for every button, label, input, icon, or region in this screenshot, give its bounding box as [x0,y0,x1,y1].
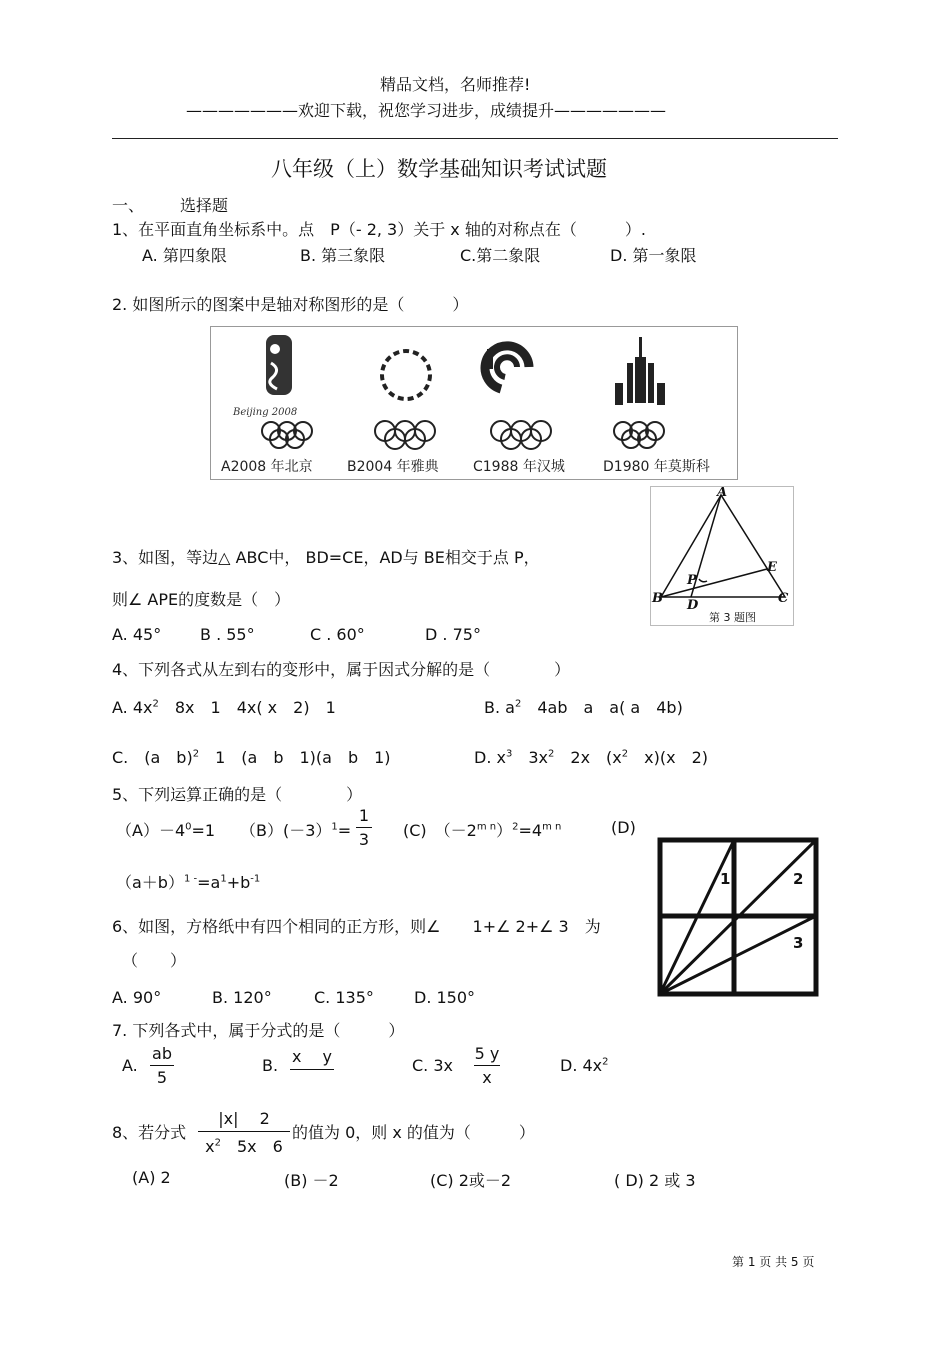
q3-stem-line2: 则∠ APE的度数是（ ） [112,590,291,609]
caption-c: C1988 年汉城 [473,459,565,475]
q6-option-a: A. 90° [112,988,162,1007]
olympic-rings [262,421,664,449]
q8-option-b: (B) －2 [284,1171,339,1190]
section-label: 选择题 [180,196,229,215]
q2-olympic-logos-image [210,326,738,480]
q7-stem: 7. 下列各式中，属于分式的是（ ） [112,1021,405,1040]
page-title: 八年级（上）数学基础知识考试试题 [271,157,607,181]
q6-option-b: B. 120° [212,988,272,1007]
q4-option-b: B. $a^2$ 4ab a a( a 4b) [484,698,683,717]
q1-option-b: B. 第三象限 [300,246,386,265]
header-line-2: ———————欢迎下载，祝您学习进步，成绩提升——————— [186,101,667,120]
q3-option-c: C . 60° [310,625,365,644]
q5-option-d-expression: $(a+b)^{1 -}=a^1+b^{-1}$ [116,873,261,892]
section-number: 一、 [112,196,145,215]
q8-option-c: (C) 2或－2 [430,1171,512,1190]
q8-option-a: (A) 2 [132,1168,171,1187]
q7-option-d: D. $4x^2$ [560,1056,609,1075]
olympic-logos-figure [211,327,737,479]
beijing-logo-text: Beijing 2008 [233,407,298,418]
q5-option-a: $(A)-4^0=1$ [116,821,216,840]
label-c: C [778,591,789,606]
q3-option-a: A. 45° [112,625,162,644]
q8-numerator: |x| 2 [218,1109,270,1128]
q8-prefix: 8、若分式 [112,1123,187,1142]
q6-stem-line2: （ ） [122,951,187,970]
moscow-1980-logo [615,337,665,405]
q6-option-d: D. 150° [414,988,476,1007]
q3-option-b: B . 55° [200,625,255,644]
q8-option-d: ( D) 2 或 3 [614,1171,696,1190]
seoul-1988-logo [485,346,529,389]
q8-suffix: 的值为 0，则 x 的值为（ ） [292,1123,535,1142]
caption-b: B2004 年雅典 [347,459,439,475]
q4-option-a: A. $4x^2$ 8x 1 4x( x 2) 1 [112,698,336,717]
angle-mark [699,579,707,582]
q7-option-a-label: A. [122,1056,138,1075]
q5-option-b: （B）(－3）$^1$= [240,821,352,840]
q3-stem-line1: 3、如图，等边△ ABC中， BD=CE，AD与 BE相交于点 P， [112,548,540,567]
beijing-2008-logo [232,335,297,418]
q4-option-d: D. $x^3$ $3x^2$ 2x ($x^2$ x)(x 2) [474,748,709,767]
angle-label-1: 1 [720,870,731,888]
ray-3 [660,916,816,994]
q6-option-c: C. 135° [314,988,374,1007]
q5-option-c: (C) $(-2^{m n})^2=4^{m n}$ [403,821,562,840]
segment-be [661,569,767,597]
q6-stem-line1: 6、如图，方格纸中有四个相同的正方形，则∠ 1+∠ 2+∠ 3 为 [112,917,601,936]
q2-stem: 2. 如图所示的图案中是轴对称图形的是（ ） [112,295,469,314]
q5-option-d-label: (D) [611,818,636,837]
q3-option-d: D . 75° [425,625,481,644]
q1-option-a: A. 第四象限 [142,246,227,265]
q3-triangle-figure [650,486,794,626]
q7-option-b-label: B. [262,1056,279,1075]
q4-option-c: C. (a b)$^2$ 1 (a b 1)(a b 1) [112,748,391,767]
q1-option-c: C.第二象限 [460,246,541,265]
triangle-abc [661,495,785,597]
q5-stem: 5、下列运算正确的是（ ） [112,785,363,804]
q7-option-c-label: C. 3x [412,1056,453,1075]
label-b: B [652,591,663,606]
q1-stem: 1、在平面直角坐标系中。点 P（- 2, 3）关于 x 轴的对称点在（ ）. [112,220,646,239]
angle-label-3: 3 [793,934,804,952]
q6-grid-figure [648,832,820,998]
angle-label-2: 2 [793,870,804,888]
q7-option-b-fraction: x y [290,1044,334,1072]
header-divider [112,138,838,139]
athens-2004-logo [382,351,430,399]
q4-stem: 4、下列各式从左到右的变形中，属于因式分解的是（ ） [112,660,571,679]
q7-option-c-fraction: 5 y x [474,1044,500,1087]
caption-a: A2008 年北京 [221,459,313,475]
caption-d: D1980 年莫斯科 [603,459,710,475]
q7-option-a-fraction: ab 5 [150,1044,174,1087]
page-number: 第 1 页 共 5 页 [732,1255,815,1269]
q8-fraction [198,1106,290,1157]
header-line-1: 精品文档，名师推荐! [380,75,531,94]
q1-option-d: D. 第一象限 [610,246,697,265]
q5-b-fraction: 1 3 [356,806,372,849]
q3-caption: 第 3 题图 [709,611,756,624]
label-p: P [687,573,697,588]
label-a: A [717,487,728,500]
q8-denominator: $x^2$ 5x 6 [205,1137,283,1156]
label-d: D [687,598,699,613]
label-e: E [767,560,777,575]
